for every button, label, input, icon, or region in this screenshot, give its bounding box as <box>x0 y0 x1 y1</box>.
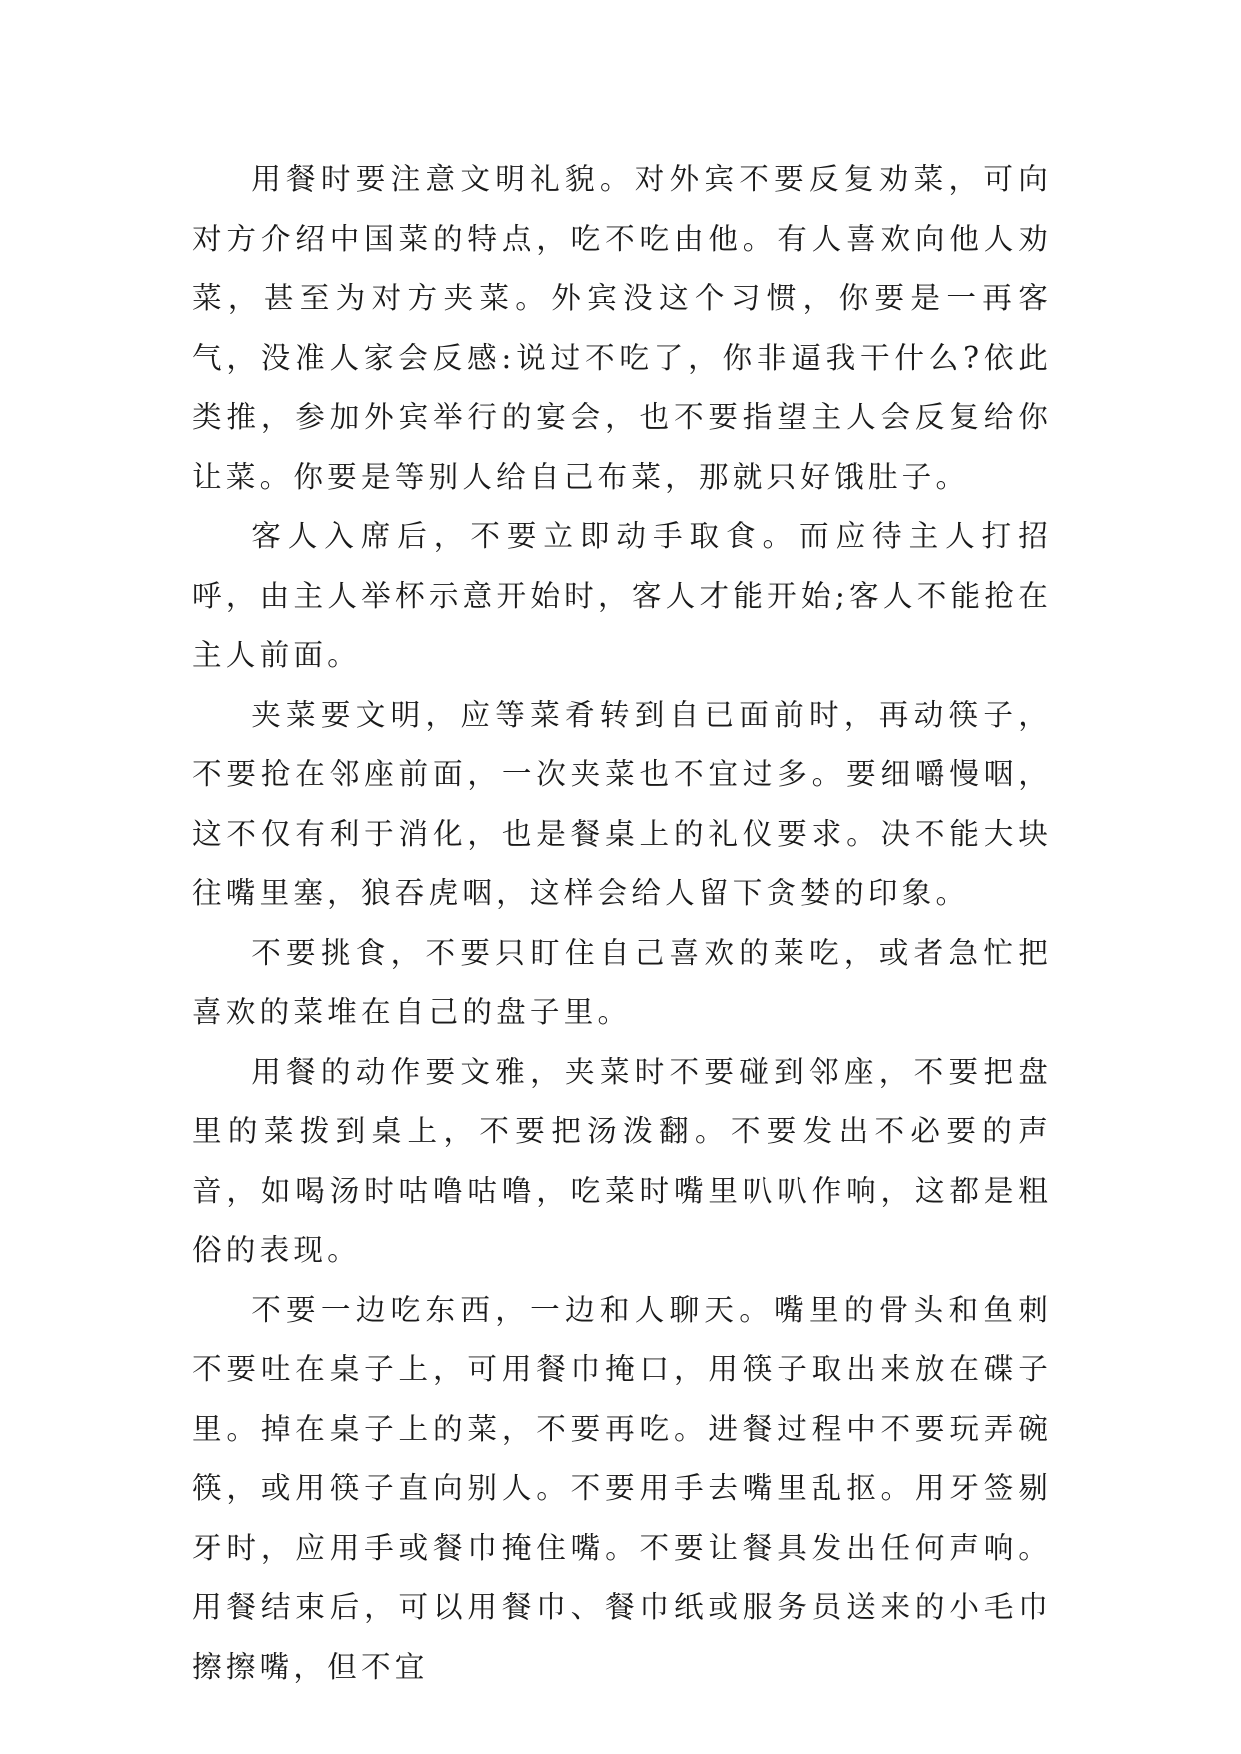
paragraph-3: 夹菜要文明，应等菜肴转到自已面前时，再动筷子，不要抢在邻座前面，一次夹菜也不宜过多。要细嚼慢咽，这不仅有利于消化，也是餐桌上的礼仪要求。决不能大块往嘴里塞，狼吞虎咽，这样会给人留下贪婪的印象。 <box>192 697 1052 910</box>
paragraph-6: 不要一边吃东西，一边和人聊天。嘴里的骨头和鱼刺不要吐在桌子上，可用餐巾掩口，用筷子取出来放在碟子里。掉在桌子上的菜，不要再吃。进餐过程中不要玩弄碗筷，或用筷子直向别人。不要用手去嘴里乱抠。用牙签剔牙时，应用手或餐巾掩住嘴。不要让餐具发出任何声响。用餐结束后，可以用餐巾、餐巾纸或服务员送来的小毛巾擦擦嘴，但不宜 <box>192 1292 1052 1684</box>
paragraph-1: 用餐时要注意文明礼貌。对外宾不要反复劝菜，可向对方介绍中国菜的特点，吃不吃由他。有人喜欢向他人劝菜，甚至为对方夹菜。外宾没这个习惯，你要是一再客气，没准人家会反感:说过不吃了，你非逼我干什么?依此类推，参加外宾举行的宴会，也不要指望主人会反复给你让菜。你要是等别人给自己布菜，那就只好饿肚子。 <box>192 162 1052 494</box>
paragraph-2: 客人入席后，不要立即动手取食。而应待主人打招呼，由主人举杯示意开始时，客人才能开始;客人不能抢在主人前面。 <box>192 519 1052 672</box>
paragraph-5: 用餐的动作要文雅，夹菜时不要碰到邻座，不要把盘里的菜拨到桌上，不要把汤泼翻。不要发出不必要的声音，如喝汤时咕噜咕噜，吃菜时嘴里叭叭作响，这都是粗俗的表现。 <box>192 1054 1052 1267</box>
paragraph-4: 不要挑食，不要只盯住自己喜欢的莱吃，或者急忙把喜欢的菜堆在自己的盘子里。 <box>192 935 1052 1029</box>
document-body <box>192 150 1052 1697</box>
